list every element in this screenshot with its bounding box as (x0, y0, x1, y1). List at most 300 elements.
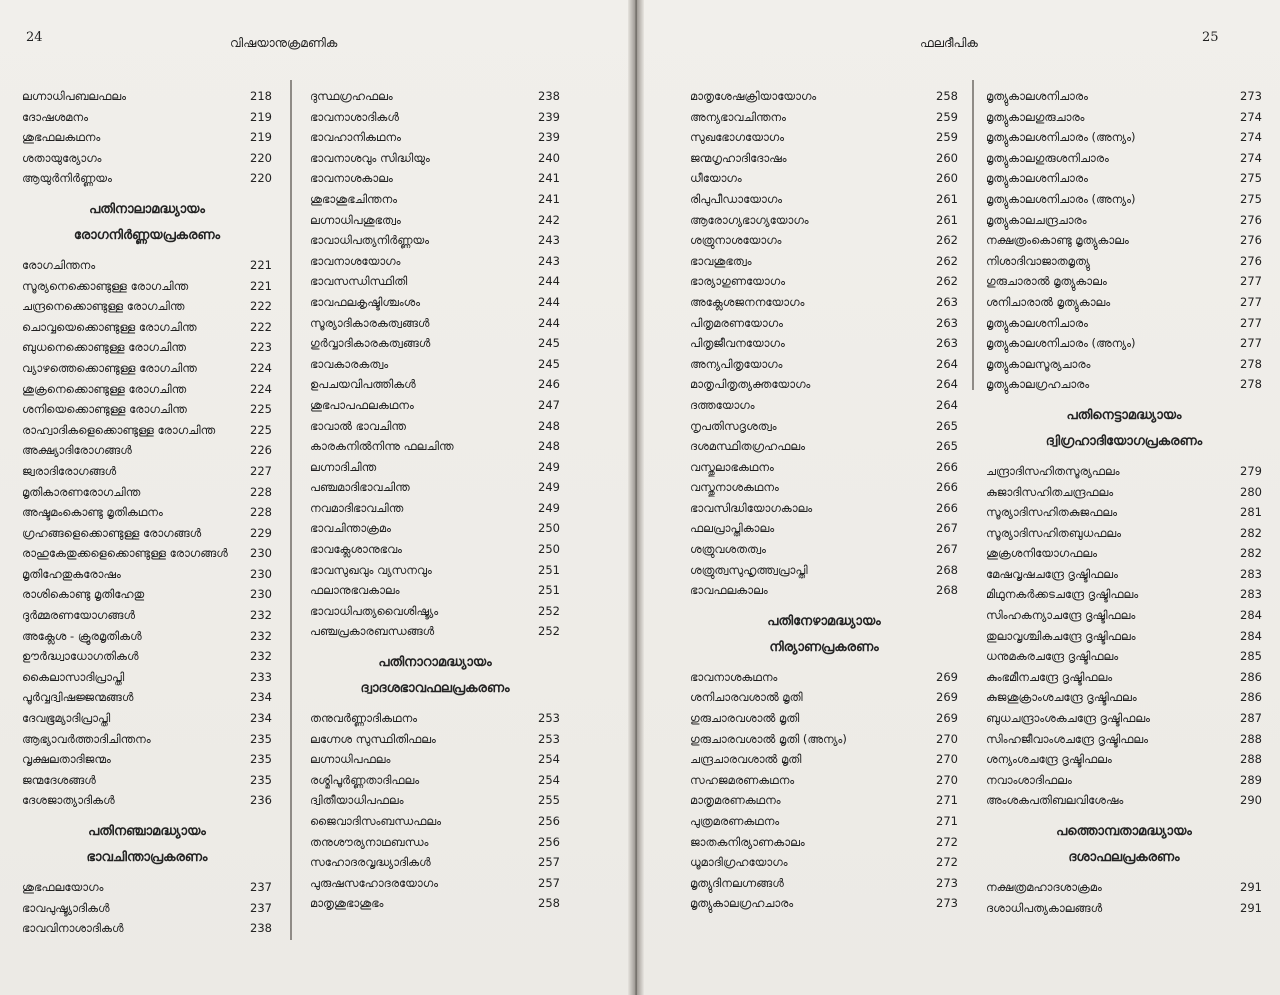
toc-entry (310, 601, 560, 622)
entry-page-number: 251 (538, 562, 560, 577)
toc-entry (310, 560, 560, 581)
toc-entry (986, 523, 1262, 544)
entry-title: ധനുമകരചന്ദ്രേ ദൃഷ്ടിഫലം (986, 649, 1119, 664)
entry-page-number: 245 (538, 356, 560, 371)
toc-entry (22, 543, 272, 564)
toc-entry (986, 877, 1262, 898)
toc-entry (310, 873, 560, 894)
toc-entry (310, 580, 560, 601)
entry-title: ശനിയെക്കൊണ്ടുള്ള രോഗചിന്ത (22, 402, 187, 417)
entry-title: സൂര്യാദികാരകത്വങ്ങൾ (310, 315, 430, 330)
entry-page-number: 222 (250, 319, 272, 334)
toc-entry (690, 251, 958, 272)
entry-page-number: 239 (538, 130, 560, 145)
entry-page-number: 263 (936, 315, 958, 330)
entry-page-number: 237 (250, 880, 272, 894)
entry-page-number: 225 (250, 422, 272, 437)
chapter-heading: പതിനേഴാമദ്ധ്യായം (767, 613, 881, 629)
entry-title: മാതൃശുഭാശുഭം (310, 896, 384, 911)
toc-entry (22, 148, 272, 169)
entry-page-number: 280 (1240, 484, 1262, 499)
entry-title: രാഹ്വാദികളെക്കൊണ്ടുള്ള രോഗചിന്ത (22, 422, 216, 437)
entry-title: പഞ്ചമാദിഭാവചിന്ത (310, 480, 410, 495)
toc-entry (310, 395, 560, 416)
entry-page-number: 244 (538, 294, 560, 309)
toc-column-1 (690, 86, 958, 914)
entry-page-number: 270 (936, 772, 958, 787)
toc-entry (310, 893, 560, 914)
toc-entry (690, 687, 958, 708)
entry-title: ധൂമാദിഗ്രഹയോഗം (690, 855, 788, 870)
entry-page-number: 249 (538, 459, 560, 474)
chapter-heading: പതിനഞ്ചാമദ്ധ്യായം (88, 824, 206, 839)
entry-title: അക്ലേശ - ക്രൂരമൃതികൾ (22, 628, 142, 643)
toc-entry (310, 271, 560, 292)
entry-title: മൃത്യുകാലചന്ദ്രചാരം (986, 212, 1087, 227)
entry-title: മൃത്യുകാലഗുരുശനിചാരം (986, 150, 1109, 165)
entry-page-number: 263 (936, 294, 958, 309)
entry-page-number: 262 (936, 253, 958, 268)
entry-title: ലഗ്നാധിപശുഭത്വം (310, 212, 401, 227)
entry-title: നക്ഷത്രമഹാദശാക്രമം (986, 880, 1102, 894)
toc-entry (690, 210, 958, 231)
entry-page-number: 237 (250, 900, 272, 915)
entry-page-number: 220 (250, 171, 272, 186)
entry-page-number: 282 (1240, 546, 1262, 561)
entry-title: ഭാവവിനാശാദികൾ (22, 921, 124, 936)
entry-page-number: 249 (538, 480, 560, 495)
entry-title: ശനിചാരവശാൽ മൃതി (690, 690, 803, 705)
entry-page-number: 234 (250, 711, 272, 726)
entry-title: വ്യാഴത്തെക്കൊണ്ടുള്ള രോഗചിന്ത (22, 360, 197, 375)
entry-page-number: 243 (538, 253, 560, 268)
entry-title: ശന്യംശചന്ദ്രേ ദൃഷ്ടിഫലം (986, 752, 1112, 767)
toc-entry (22, 584, 272, 605)
entry-title: അന്യഭാവചിന്തനം (690, 109, 786, 124)
toc-entry (690, 852, 958, 873)
entry-page-number: 223 (250, 340, 272, 355)
entry-title: ദശമസ്ഥിതഗ്രഹഫലം (690, 439, 806, 454)
entry-page-number: 219 (250, 130, 272, 145)
entry-page-number: 276 (1240, 233, 1262, 248)
entry-title: രശ്മിപൂർണ്ണതാദിഫലം (310, 772, 420, 787)
right-page (640, 0, 1280, 995)
toc-entry (690, 457, 958, 478)
entry-title: ഭാവഹാനികഥനം (310, 130, 401, 145)
entry-title: ലഗ്നാധിപഫലം (310, 752, 391, 767)
entry-page-number: 244 (538, 274, 560, 289)
entry-title: തുലാവൃശ്ചികചന്ദ്രേ ദൃഷ്ടിഫലം (986, 628, 1136, 643)
toc-entry (310, 107, 560, 128)
entry-page-number: 241 (538, 191, 560, 206)
chapter-heading: ദ്വാദശഭാവഫലപ്രകരണം (360, 681, 510, 697)
toc-entry (310, 749, 560, 770)
entry-page-number: 265 (936, 418, 958, 433)
entry-page-number: 264 (936, 397, 958, 412)
entry-title: ശുഭഫലകഥനം (22, 130, 101, 145)
entry-page-number: 230 (250, 546, 272, 561)
toc-entry (986, 790, 1262, 811)
entry-page-number: 260 (936, 150, 958, 165)
entry-page-number: 233 (250, 669, 272, 684)
entry-title: മിഥുനകർക്കടചന്ദ്രേ ദൃഷ്ടിഫലം (986, 587, 1139, 602)
entry-title: ശുഭഫലയോഗം (22, 880, 104, 894)
entry-title: പിതൃമരണയോഗം (690, 315, 783, 330)
entry-title: ജന്മഗൃഹാദിദോഷം (690, 150, 787, 165)
toc-entry (310, 168, 560, 189)
entry-title: ദ്വിതീയാധിപഫലം (310, 793, 404, 808)
toc-entry (310, 852, 560, 873)
entry-title: ഫലപ്രാപ്തികാലം (690, 521, 775, 536)
entry-page-number: 273 (936, 875, 958, 890)
toc-entry (690, 580, 958, 601)
entry-page-number: 269 (936, 711, 958, 726)
entry-page-number: 243 (538, 233, 560, 248)
toc-entry (690, 893, 958, 914)
entry-page-number: 239 (538, 109, 560, 124)
entry-title: കാരകനിൽനിന്നു ഫലചിന്ത (310, 439, 454, 454)
toc-entry (690, 873, 958, 894)
entry-title: കുജാദിസഹിതചന്ദ്രഫലം (986, 484, 1114, 499)
entry-title: ഗുരുചാരവശാൽ മൃതി (690, 711, 800, 726)
entry-title: ഭാവനാശാദികൾ (310, 109, 399, 124)
toc-entry (986, 687, 1262, 708)
entry-title: നക്ഷത്രംകൊണ്ടു മൃത്യുകാലം (986, 233, 1129, 248)
toc-entry (690, 333, 958, 354)
toc-entry (22, 337, 272, 358)
toc-entry (310, 251, 560, 272)
entry-page-number: 259 (936, 109, 958, 124)
chapter-heading: ദ്വിഗ്രഹാദിയോഗപ്രകരണം (1045, 433, 1203, 449)
entry-page-number: 224 (250, 360, 272, 375)
toc-entry (310, 498, 560, 519)
entry-page-number: 268 (936, 562, 958, 577)
entry-page-number: 286 (1240, 669, 1262, 684)
entry-title: മാതൃശേഷക്രിയായോഗം (690, 89, 817, 103)
entry-title: ഭാവസന്ധിസ്ഥിതി (310, 274, 408, 289)
entry-title: രിപുപീഡായോഗം (690, 191, 783, 206)
entry-title: ചൊവ്വയെക്കൊണ്ടുള്ള രോഗചിന്ത (22, 319, 197, 334)
toc-entry (310, 148, 560, 169)
running-title: ഫലദീപിക (920, 36, 978, 50)
column-divider (290, 80, 292, 940)
entry-title: ഊർദ്ധ്വാധോഗതികൾ (22, 649, 139, 664)
book-gutter (628, 0, 644, 995)
entry-title: ജ്വരാദിരോഗങ്ങൾ (22, 463, 117, 478)
toc-entry (986, 168, 1262, 189)
toc-entry (986, 107, 1262, 128)
toc-entry (986, 461, 1262, 482)
entry-page-number: 222 (250, 299, 272, 314)
entry-page-number: 248 (538, 418, 560, 433)
toc-entry (310, 416, 560, 437)
entry-page-number: 235 (250, 772, 272, 787)
toc-entry (986, 626, 1262, 647)
entry-page-number: 238 (250, 921, 272, 936)
toc-entry (310, 86, 560, 107)
entry-page-number: 240 (538, 150, 560, 165)
toc-entry (22, 898, 272, 919)
entry-title: ദശാധിപത്യകാലങ്ങൾ (986, 900, 1103, 915)
toc-entry (22, 646, 272, 667)
entry-title: ഗുർവ്വാദികാരകത്വങ്ങൾ (310, 336, 431, 351)
entry-page-number: 273 (1240, 89, 1262, 103)
entry-page-number: 250 (538, 542, 560, 557)
entry-title: ദത്തയോഗം (690, 397, 755, 412)
toc-entry (310, 189, 560, 210)
entry-page-number: 230 (250, 587, 272, 602)
toc-entry (986, 189, 1262, 210)
toc-entry (986, 292, 1262, 313)
entry-page-number: 261 (936, 212, 958, 227)
entry-title: ഉപചയവിപത്തികൾ (310, 377, 416, 392)
entry-page-number: 269 (936, 669, 958, 684)
entry-page-number: 265 (936, 439, 958, 454)
entry-page-number: 278 (1240, 377, 1262, 392)
toc-entry (22, 127, 272, 148)
toc-entry (22, 296, 272, 317)
entry-page-number: 279 (1240, 463, 1262, 478)
entry-title: ഭാവാധിപത്യവൈശിഷ്ട്യം (310, 603, 439, 618)
toc-entry (22, 667, 272, 688)
entry-title: ഭാവനാശയോഗം (310, 253, 401, 268)
entry-title: ഭാവാൽ ഭാവചിന്ത (310, 418, 406, 433)
toc-entry (310, 292, 560, 313)
entry-page-number: 261 (936, 191, 958, 206)
entry-page-number: 251 (538, 583, 560, 598)
entry-title: മാതൃമരണകഥനം (690, 793, 781, 808)
entry-title: ലഗ്നാദിചിന്ത (310, 459, 377, 474)
entry-page-number: 232 (250, 608, 272, 623)
chapter-heading: രോഗനിർണ്ണയപ്രകരണം (73, 227, 221, 243)
toc-entry (690, 770, 958, 791)
entry-title: ബുധനെക്കൊണ്ടുള്ള രോഗചിന്ത (22, 340, 186, 355)
entry-page-number: 291 (1240, 900, 1262, 915)
toc-entry (310, 127, 560, 148)
toc-entry (22, 420, 272, 441)
entry-title: വസ്തുനാശകഥനം (690, 480, 779, 495)
entry-title: പൂർവ്വദ്വിഷജ്ജന്മങ്ങൾ (22, 690, 134, 705)
toc-entry (22, 440, 272, 461)
entry-page-number: 272 (936, 855, 958, 870)
toc-entry (986, 86, 1262, 107)
entry-title: ദുർമ്മരണയോഗങ്ങൾ (22, 608, 135, 623)
entry-page-number: 277 (1240, 336, 1262, 351)
toc-entry (22, 708, 272, 729)
entry-page-number: 232 (250, 649, 272, 664)
entry-page-number: 277 (1240, 315, 1262, 330)
entry-page-number: 246 (538, 377, 560, 392)
toc-entry (986, 564, 1262, 585)
toc-entry (690, 168, 958, 189)
entry-page-number: 291 (1240, 880, 1262, 894)
entry-page-number: 227 (250, 463, 272, 478)
toc-entry (310, 374, 560, 395)
entry-title: നിശാദിവാജാതമൃത്യു (986, 253, 1090, 268)
entry-title: ഭാവനാശകാലം (310, 171, 393, 186)
entry-title: ഭാവശുഭത്വം (690, 253, 752, 268)
toc-entry (690, 189, 958, 210)
entry-page-number: 270 (936, 731, 958, 746)
chapter-heading: ഭാവചിന്താപ്രകരണം (86, 850, 208, 865)
entry-page-number: 241 (538, 171, 560, 186)
entry-title: മൃതിഹേതുകരോഷം (22, 566, 121, 581)
entry-title: തനുശൗര്യനാഥബന്ധം (310, 834, 429, 849)
running-title: വിഷയാനുക്രമണിക (230, 36, 338, 50)
entry-page-number: 257 (538, 875, 560, 890)
entry-title: ബുധചന്ദ്രാംശകചന്ദ്രേ ദൃഷ്ടിഫലം (986, 711, 1150, 726)
toc-entry (986, 770, 1262, 791)
toc-entry (986, 148, 1262, 169)
toc-entry (22, 605, 272, 626)
page-number: 24 (26, 30, 43, 45)
entry-title: ധീയോഗം (690, 171, 742, 186)
entry-page-number: 218 (250, 89, 272, 103)
toc-entry (22, 317, 272, 338)
toc-entry (986, 374, 1262, 395)
entry-page-number: 262 (936, 274, 958, 289)
toc-entry (22, 502, 272, 523)
entry-title: മാതൃപിതൃത്യക്തയോഗം (690, 377, 811, 392)
entry-page-number: 264 (936, 377, 958, 392)
toc-entry (22, 255, 272, 276)
entry-page-number: 259 (936, 130, 958, 145)
toc-entry (986, 333, 1262, 354)
entry-page-number: 255 (538, 793, 560, 808)
toc-entry (22, 168, 272, 189)
toc-entry (22, 729, 272, 750)
toc-entry (22, 770, 272, 791)
entry-title: അംശകപതിബലവിശേഷം (986, 793, 1124, 808)
entry-title: രോഗചിന്തനം (22, 257, 96, 272)
entry-title: അഷ്ടമംകൊണ്ടു മൃതികഥനം (22, 505, 163, 520)
toc-entry (690, 518, 958, 539)
entry-title: ഭാവനാശവും സിദ്ധിയും (310, 150, 430, 165)
entry-page-number: 262 (936, 233, 958, 248)
entry-page-number: 284 (1240, 608, 1262, 623)
toc-entry (690, 292, 958, 313)
toc-entry (690, 667, 958, 688)
entry-title: മൃത്യുകാലശനിചാരം (അന്യം) (986, 130, 1136, 145)
toc-entry (986, 749, 1262, 770)
entry-title: സിംഹജീവാംശചന്ദ്രേ ദൃഷ്ടിഫലം (986, 731, 1149, 746)
toc-entry (986, 543, 1262, 564)
toc-entry (986, 667, 1262, 688)
entry-page-number: 235 (250, 752, 272, 767)
entry-title: ശുക്രനെക്കൊണ്ടുള്ള രോഗചിന്ത (22, 381, 187, 396)
toc-entry (690, 313, 958, 334)
entry-page-number: 288 (1240, 752, 1262, 767)
entry-page-number: 257 (538, 855, 560, 870)
entry-page-number: 281 (1240, 505, 1262, 520)
entry-page-number: 275 (1240, 191, 1262, 206)
entry-page-number: 283 (1240, 587, 1262, 602)
toc-entry (310, 708, 560, 729)
entry-title: ചന്ദ്രചാരവശാൽ മൃതി (690, 752, 802, 767)
entry-page-number: 289 (1240, 772, 1262, 787)
entry-page-number: 266 (936, 459, 958, 474)
entry-page-number: 286 (1240, 690, 1262, 705)
entry-title: ദുസ്ഥഗ്രഹഫലം (310, 89, 393, 103)
toc-entry (310, 811, 560, 832)
entry-title: നൃപതിസദൃശത്വം (690, 418, 777, 433)
entry-page-number: 256 (538, 814, 560, 828)
entry-title: മൃത്യുകാലഗുരുചാരം (986, 109, 1085, 124)
entry-title: കൈലാസാദിപ്രാപ്തി (22, 669, 125, 684)
entry-page-number: 258 (936, 89, 958, 103)
toc-entry (690, 790, 958, 811)
entry-title: ഭാവകാരകത്വം (310, 356, 389, 371)
entry-title: കുജശുക്രാംശചന്ദ്രേ ദൃഷ്ടിഫലം (986, 690, 1137, 705)
entry-page-number: 260 (936, 171, 958, 186)
toc-entry (310, 729, 560, 750)
toc-entry (986, 708, 1262, 729)
left-page (0, 0, 632, 995)
toc-entry (690, 729, 958, 750)
chapter-heading: പത്തൊമ്പതാമദ്ധ്യായം (1056, 824, 1192, 839)
entry-page-number: 226 (250, 443, 272, 458)
toc-entry (690, 749, 958, 770)
entry-title: ഗുരുചാരവശാൽ മൃതി (അന്യം) (690, 731, 847, 746)
entry-title: മൃത്യുകാലശനിചാരം (986, 171, 1088, 186)
entry-page-number: 276 (1240, 212, 1262, 227)
toc-entry (986, 251, 1262, 272)
toc-entry (310, 518, 560, 539)
entry-page-number: 278 (1240, 356, 1262, 371)
entry-title: വസ്തുലാഭകഥനം (690, 459, 774, 474)
toc-entry (22, 461, 272, 482)
toc-entry (310, 210, 560, 231)
toc-entry (690, 271, 958, 292)
entry-title: ഗുരുചാരാൽ മൃത്യുകാലം (986, 274, 1107, 289)
entry-title: സഹോദരവൃദ്ധ്യാദികൾ (310, 855, 431, 870)
entry-page-number: 249 (538, 500, 560, 515)
toc-entry (690, 354, 958, 375)
toc-entry (310, 313, 560, 334)
entry-title: രാശികൊണ്ടു മൃതിഹേതു (22, 587, 145, 602)
toc-entry (22, 918, 272, 939)
toc-entry (986, 210, 1262, 231)
entry-title: അക്ഷ്യാദിരോഗങ്ങൾ (22, 443, 132, 458)
toc-entry (22, 399, 272, 420)
entry-page-number: 267 (936, 542, 958, 557)
entry-title: ജന്മദേശങ്ങൾ (22, 772, 96, 787)
toc-entry (22, 379, 272, 400)
entry-title: ഫലാനുഭവകാലം (310, 583, 400, 598)
entry-page-number: 282 (1240, 525, 1262, 540)
entry-page-number: 274 (1240, 150, 1262, 165)
entry-page-number: 253 (538, 711, 560, 726)
entry-page-number: 242 (538, 212, 560, 227)
entry-title: സഹജമരണകഥനം (690, 772, 795, 787)
entry-title: ജൈവാദിസംബന്ധഫലം (310, 814, 442, 828)
chapter-heading: നിര്യാണപ്രകരണം (769, 639, 879, 655)
entry-page-number: 247 (538, 397, 560, 412)
entry-page-number: 284 (1240, 628, 1262, 643)
entry-page-number: 219 (250, 109, 272, 124)
toc-column-1 (22, 86, 272, 939)
entry-title: മേഷവൃഷചന്ദ്രേ ദൃഷ്ടിഫലം (986, 566, 1118, 581)
entry-title: പിതൃജീവനയോഗം (690, 336, 785, 351)
toc-entry (986, 482, 1262, 503)
toc-entry (690, 107, 958, 128)
entry-title: മൃത്യുകാലഗ്രഹചാരം (690, 896, 794, 911)
entry-page-number: 248 (538, 439, 560, 454)
entry-title: മൃത്യുകാലശനിചാരം (986, 315, 1088, 330)
entry-title: ഭാവപുഷ്ട്യാദികൾ (22, 900, 110, 915)
entry-title: പുത്രമരണകഥനം (690, 814, 780, 828)
toc-entry (986, 605, 1262, 626)
